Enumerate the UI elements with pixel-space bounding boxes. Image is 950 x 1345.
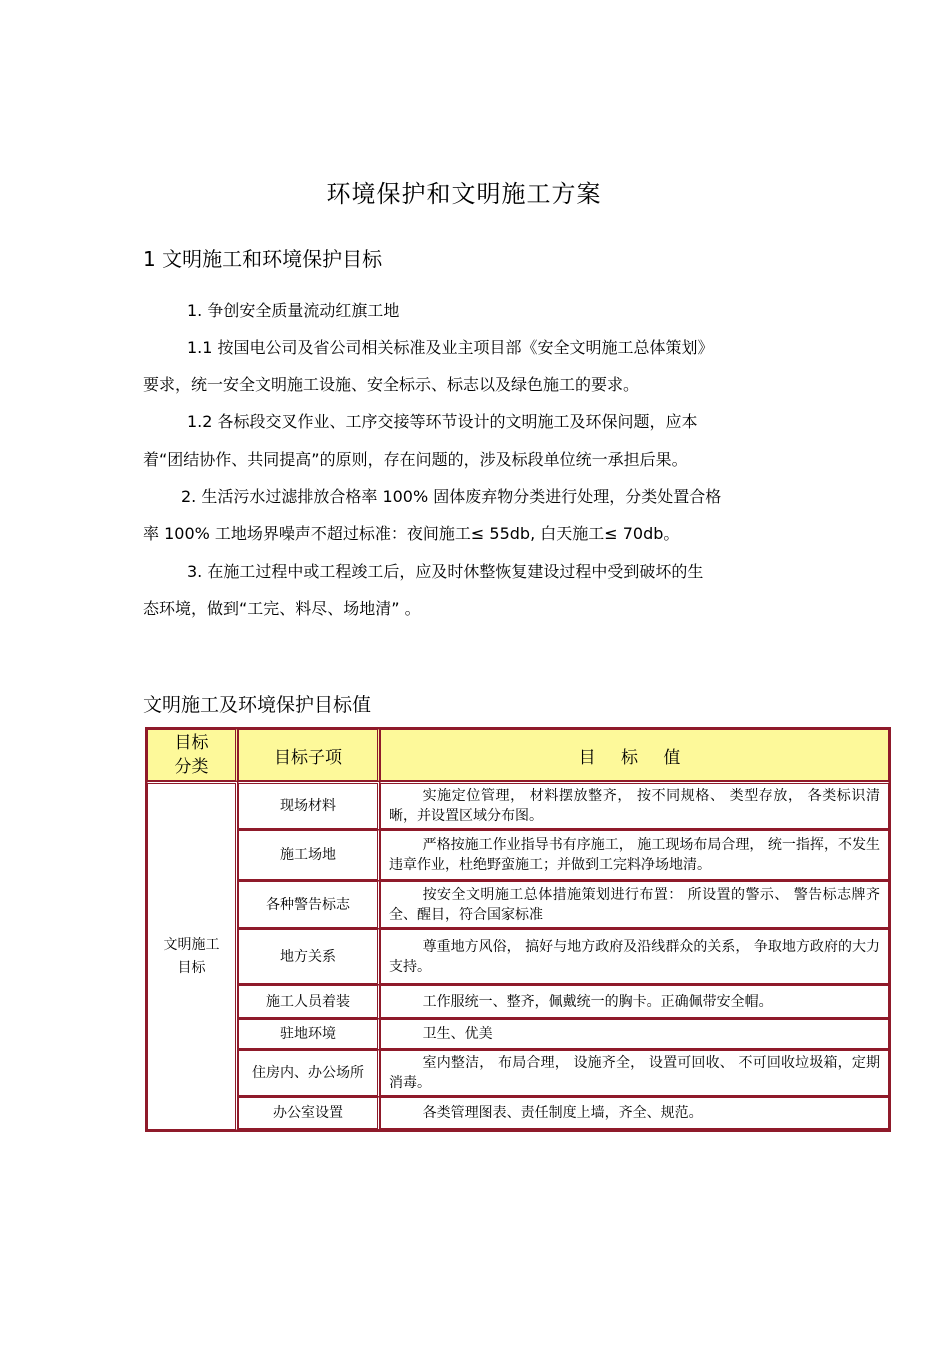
sub-item-cell: 办公室设置 (238, 1097, 380, 1130)
table-row (147, 1097, 889, 1130)
paragraph-line: 2. 生活污水过滤排放合格率 100% 固体废弃物分类进行处理，分类处置合格 (181, 487, 722, 506)
paragraph-line: 态环境，做到“工完、料尽、场地清” 。 (143, 599, 421, 618)
header-item: 目标子项 (238, 729, 380, 781)
sub-item-cell: 地方关系 (238, 929, 380, 985)
header-value: 目 标 值 (380, 729, 889, 781)
goal-table (145, 727, 891, 1132)
paragraph-line: 要求，统一安全文明施工设施、安全标示、标志以及绿色施工的要求。 (143, 375, 640, 394)
table-row (147, 881, 889, 929)
table-row (147, 1050, 889, 1097)
paragraph-line: 着“团结协作、共同提高”的原则，存在问题的，涉及标段单位统一承担后果。 (143, 450, 688, 469)
value-cell: 实施定位管理， 材料摆放整齐， 按不同规格、 类型存放， 各类标识清晰，并设置区域分布图。 (380, 781, 889, 830)
page-title: 环境保护和文明施工方案 (326, 180, 602, 208)
value-cell: 工作服统一、整齐，佩戴统一的胸卡。正确佩带安全帽。 (380, 985, 889, 1019)
paragraph-line: 1. 争创安全质量流动红旗工地 (187, 301, 400, 320)
sub-item-cell: 现场材料 (238, 781, 380, 830)
table-title: 文明施工及环境保护目标值 (143, 694, 372, 716)
table-row (147, 830, 889, 881)
sub-item-cell: 施工场地 (238, 830, 380, 881)
table-row (147, 1019, 889, 1050)
header-category: 目标 分类 (147, 729, 238, 781)
table-row (147, 929, 889, 985)
paragraph-line: 3. 在施工过程中或工程竣工后，应及时休整恢复建设过程中受到破坏的生 (187, 562, 704, 581)
value-cell: 严格按施工作业指导书有序施工， 施工现场布局合理， 统一指挥，不发生违章作业，杜绝野蛮施工；并做到工完料净场地清。 (380, 830, 889, 881)
paragraph-line: 1.1 按国电公司及省公司相关标准及业主项目部《安全文明施工总体策划》 (187, 338, 714, 357)
value-cell: 按安全文明施工总体措施策划进行布置： 所设置的警示、 警告标志牌齐全、醒目，符合国家标准 (380, 881, 889, 929)
value-cell: 各类管理图表、责任制度上墙，齐全、规范。 (380, 1097, 889, 1130)
category-cell: 文明施工 目标 (147, 781, 238, 1130)
paragraph-line: 率 100% 工地场界噪声不超过标准：夜间施工≤ 55db, 白天施工≤ 70db。 (143, 524, 680, 543)
value-cell: 卫生、优美 (380, 1019, 889, 1050)
value-cell: 尊重地方风俗， 搞好与地方政府及沿线群众的关系， 争取地方政府的大力支持。 (380, 929, 889, 985)
section-heading: 1 文明施工和环境保护目标 (143, 247, 383, 271)
table-row (147, 781, 889, 830)
sub-item-cell: 住房内、办公场所 (238, 1050, 380, 1097)
table-header-row (147, 729, 889, 781)
sub-item-cell: 施工人员着装 (238, 985, 380, 1019)
sub-item-cell: 驻地环境 (238, 1019, 380, 1050)
paragraph-line: 1.2 各标段交叉作业、工序交接等环节设计的文明施工及环保问题，应本 (187, 412, 698, 431)
value-cell: 室内整洁， 布局合理， 设施齐全， 设置可回收、 不可回收垃圾箱，定期消毒。 (380, 1050, 889, 1097)
table-row (147, 985, 889, 1019)
sub-item-cell: 各种警告标志 (238, 881, 380, 929)
